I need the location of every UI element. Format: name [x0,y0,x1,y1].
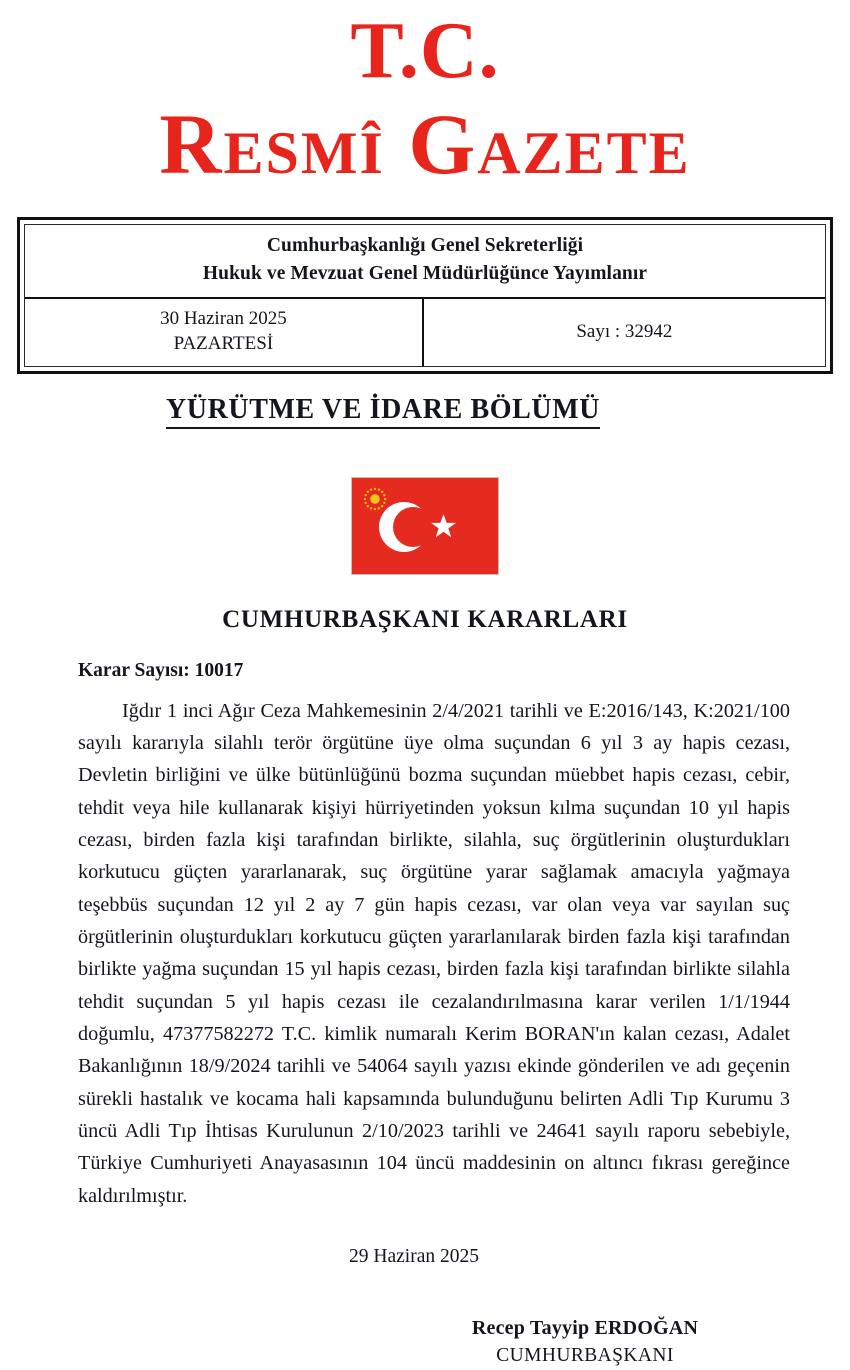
publication-weekday: PAZARTESİ [173,332,274,354]
gazette-header-box [17,217,833,374]
publication-date: 30 Haziran 2025 [160,308,287,330]
section-heading: YÜRÜTME VE İDARE BÖLÜMÜ [166,394,600,429]
masthead-title-resmi-gazete: Resmî Gazete [159,96,691,193]
publisher-cell [25,225,825,300]
issue-number-cell [424,299,825,366]
turkish-flag-icon [351,477,499,575]
emblem-container [0,477,850,580]
header-box-bottom-row [25,299,825,366]
decision-number: Karar Sayısı: 10017 [78,659,244,681]
issue-number: Sayı : 32942 [576,320,673,342]
signatory-name: Recep Tayyip ERDOĞAN [471,1316,699,1339]
gazette-header-box-inner [24,224,826,367]
sun-icon [361,485,389,513]
signature-date: 29 Haziran 2025 [349,1245,479,1267]
crescent-inner-shape [393,507,433,547]
signatory-role: CUMHURBAŞKANI [496,1345,674,1367]
decision-title: CUMHURBAŞKANI KARARLARI [222,605,628,633]
masthead [0,0,850,193]
publisher-line-2: Hukuk ve Mevzuat Genel Müdürlüğünce Yayımlanır [202,262,648,284]
publication-date-cell [25,299,424,366]
decision-body-text: Iğdır 1 inci Ağır Ceza Mahkemesinin 2/4/2021 tarihli ve E:2016/143, K:2021/100 sayılı kararıyla silahlı terör örgütüne üye olma suçundan 6 yıl 3 ay hapis cezası, Devletin birliğini ve ülke bütünlüğünü bozma suçundan müebbet hapis cezası, cebir, tehdit veya hile kullanarak kişiyi hürriyetinden yoksun kılma suçundan 10 yıl hapis cezası, birden fazla kişi tarafından birlikte, silahla, suç örgütlerinin oluşturdukları korkutucu güçten yararlanarak, suç örgütüne yarar sağlamak amacıyla yağmaya teşebbüs suçundan 12 yıl 2 ay 7 gün hapis cezası, var olan veya var sayılan suç örgütlerinin oluşturdukları korkutucu güçten yararlanılarak birden fazla kişi tarafından birlikte yağma suçundan 15 yıl hapis cezası, birden fazla kişi tarafından birlikte silahla tehdit suçundan 5 yıl hapis cezası ile cezalandırılmasına karar verilen 1/1/1944 doğumlu, 47377582272 T.C. kimlik numaralı Kerim BORAN'ın kalan cezası, Adalet Bakanlığının 18/9/2024 tarihli ve 54064 sayılı yazısı ekinde gönderilen ve adı geçenin sürekli hastalık ve kocama hali kapsamında bulunduğunu belirten Adli Tıp Kurumu 3 üncü Adli Tıp İhtisas Kurulunun 2/10/2023 tarihli ve 24641 sayılı raporu sebebiyle, Türkiye Cumhuriyeti Anayasasının 104 üncü maddesinin on altıncı fıkrası gereğince kaldırılmıştır. [78,699,790,1207]
masthead-title-tc: T.C. [350,7,500,95]
publisher-line-1: Cumhurbaşkanlığı Genel Sekreterliği [266,234,584,256]
signature-block [0,1314,850,1370]
section-heading-container [0,394,850,429]
star-icon [430,513,457,540]
